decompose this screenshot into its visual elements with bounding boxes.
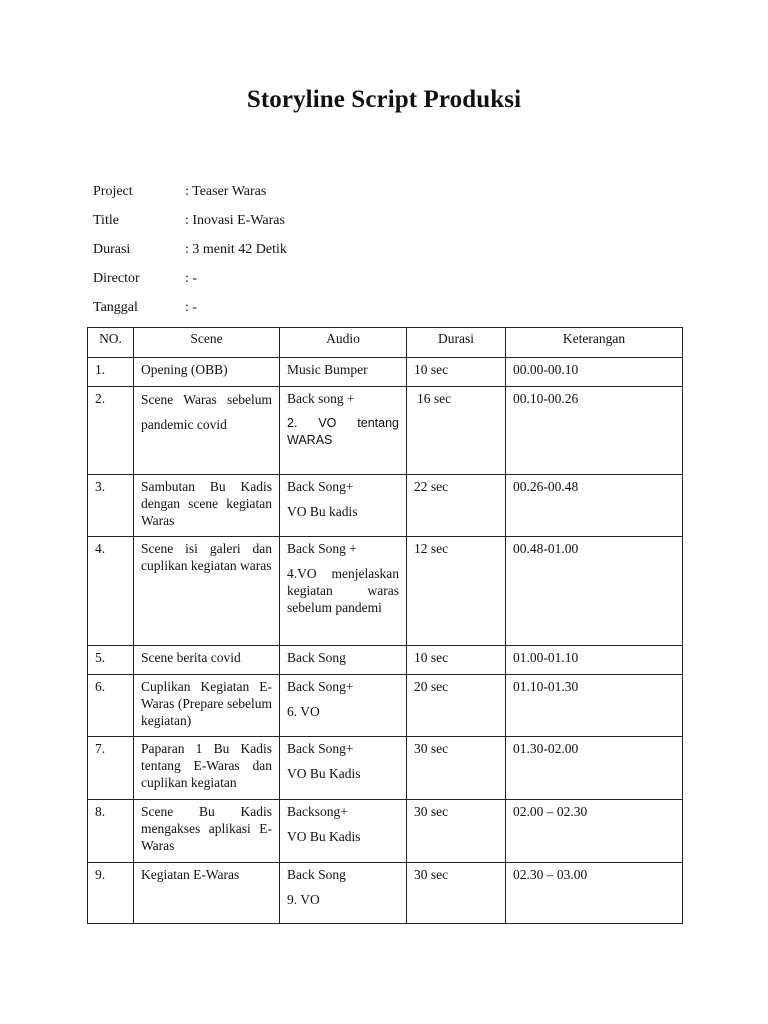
cell-keterangan: 01.30-02.00: [506, 737, 683, 800]
meta-value: : Inovasi E-Waras: [185, 213, 285, 228]
audio-line: 2. VO tentang WARAS: [287, 416, 399, 447]
cell-durasi: 30 sec: [407, 737, 506, 800]
audio-line: Back Song: [287, 867, 346, 882]
audio-line: Back Song: [287, 650, 346, 665]
cell-scene: Scene berita covid: [134, 646, 280, 675]
cell-keterangan: 00.48-01.00: [506, 537, 683, 646]
table-row: [88, 863, 683, 924]
cell-scene: Scene isi galeri dan cuplikan kegiatan waras: [134, 537, 280, 646]
cell-audio: [280, 800, 407, 863]
header-audio: Audio: [280, 328, 407, 358]
header-keterangan: Keterangan: [506, 328, 683, 358]
table-row: [88, 675, 683, 737]
audio-line: Back song +: [287, 391, 355, 406]
cell-no: 9.: [88, 863, 134, 924]
cell-no: 8.: [88, 800, 134, 863]
cell-audio: [280, 675, 407, 737]
cell-no: 4.: [88, 537, 134, 646]
table-row: [88, 800, 683, 863]
meta-row-durasi: [93, 241, 653, 270]
audio-line: Backsong+: [287, 804, 348, 819]
table-row: [88, 387, 683, 475]
cell-keterangan: 00.00-00.10: [506, 358, 683, 387]
table-header-row: [88, 328, 683, 358]
header-no: NO.: [88, 328, 134, 358]
cell-keterangan: 01.00-01.10: [506, 646, 683, 675]
cell-keterangan: 01.10-01.30: [506, 675, 683, 737]
cell-scene: Cuplikan Kegiatan E-Waras (Prepare sebelum kegiatan): [134, 675, 280, 737]
cell-no: 2.: [88, 387, 134, 475]
meta-label: Durasi: [93, 242, 131, 257]
cell-audio: [280, 646, 407, 675]
table-row: [88, 646, 683, 675]
audio-line: Back Song+: [287, 479, 354, 494]
cell-scene: Kegiatan E-Waras: [134, 863, 280, 924]
cell-audio: [280, 537, 407, 646]
meta-value: : 3 menit 42 Detik: [185, 242, 287, 257]
cell-durasi: 12 sec: [407, 537, 506, 646]
cell-audio: [280, 358, 407, 387]
audio-line: Back Song +: [287, 541, 357, 556]
meta-row-tanggal: [93, 299, 653, 328]
storyline-table: [87, 327, 683, 924]
cell-keterangan: 00.26-00.48: [506, 475, 683, 537]
meta-value: : -: [185, 271, 198, 286]
audio-line: Back Song+: [287, 679, 354, 694]
audio-line: VO Bu Kadis: [287, 766, 361, 781]
cell-durasi: 30 sec: [407, 800, 506, 863]
cell-audio: [280, 475, 407, 537]
meta-row-director: [93, 270, 653, 299]
cell-scene: Paparan 1 Bu Kadis tentang E-Waras dan cuplikan kegiatan: [134, 737, 280, 800]
audio-line: Back Song+: [287, 741, 354, 756]
header-scene: Scene: [134, 328, 280, 358]
cell-no: 1.: [88, 358, 134, 387]
cell-scene: Scene Bu Kadis mengakses aplikasi E-Waras: [134, 800, 280, 863]
cell-scene: Opening (OBB): [134, 358, 280, 387]
cell-keterangan: 02.30 – 03.00: [506, 863, 683, 924]
cell-durasi: 16 sec: [407, 387, 506, 475]
table-row: [88, 737, 683, 800]
cell-audio: [280, 387, 407, 475]
audio-line: VO Bu Kadis: [287, 829, 361, 844]
cell-durasi: 22 sec: [407, 475, 506, 537]
audio-line: Music Bumper: [287, 362, 368, 377]
cell-keterangan: 00.10-00.26: [506, 387, 683, 475]
cell-durasi: 10 sec: [407, 646, 506, 675]
project-meta: [93, 183, 653, 328]
meta-row-title: [93, 212, 653, 241]
document-title: Storyline Script Produksi: [246, 86, 522, 113]
meta-row-project: [93, 183, 653, 212]
meta-label: Tanggal: [93, 300, 138, 315]
cell-durasi: 30 sec: [407, 863, 506, 924]
cell-audio: [280, 737, 407, 800]
meta-label: Project: [93, 184, 133, 199]
cell-no: 5.: [88, 646, 134, 675]
cell-no: 7.: [88, 737, 134, 800]
audio-line: VO Bu kadis: [287, 504, 358, 519]
meta-label: Title: [93, 213, 119, 228]
cell-no: 6.: [88, 675, 134, 737]
header-durasi: Durasi: [407, 328, 506, 358]
table-row: [88, 537, 683, 646]
table-row: [88, 358, 683, 387]
cell-scene: Scene Waras sebelum pandemic covid: [134, 387, 280, 475]
meta-value: : Teaser Waras: [185, 184, 267, 199]
meta-label: Director: [93, 271, 140, 286]
audio-line: 6. VO: [287, 704, 320, 719]
cell-scene: Sambutan Bu Kadis dengan scene kegiatan Waras: [134, 475, 280, 537]
audio-line: 4.VO menjelaskan kegiatan waras sebelum pandemi: [287, 566, 399, 615]
meta-value: : -: [185, 300, 198, 315]
table-row: [88, 475, 683, 537]
cell-durasi: 10 sec: [407, 358, 506, 387]
cell-keterangan: 02.00 – 02.30: [506, 800, 683, 863]
audio-line: 9. VO: [287, 892, 320, 907]
cell-durasi: 20 sec: [407, 675, 506, 737]
cell-audio: [280, 863, 407, 924]
cell-no: 3.: [88, 475, 134, 537]
